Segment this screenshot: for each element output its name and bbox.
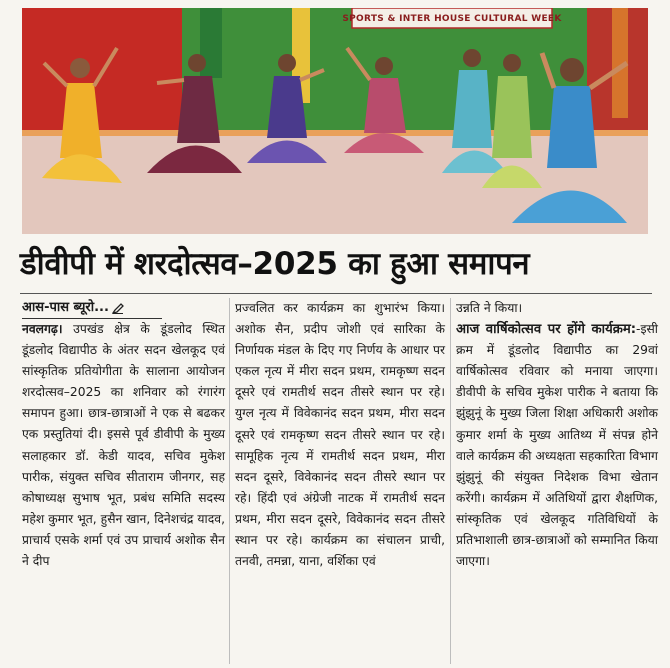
pen-icon xyxy=(112,302,124,314)
headline: डीवीपी में शरदोत्सव–2025 का हुआ समापन xyxy=(20,246,530,282)
column-3-intro: उन्नति ने किया। xyxy=(456,301,523,315)
article-column-3 xyxy=(456,298,658,572)
article-paragraph xyxy=(22,319,225,572)
column-divider xyxy=(450,298,451,664)
article-column-2 xyxy=(235,298,445,572)
dance-performance-image xyxy=(22,8,648,234)
byline xyxy=(22,298,162,319)
column-divider xyxy=(229,298,230,664)
article-column-1 xyxy=(22,298,225,572)
column-1-text: उपखंड क्षेत्र के डूंडलोद स्थित डूंडलोद विद्यापीठ के अंतर सदन खेलकूद एवं सांस्कृतिक प्रतियोगीता के सालाना आयोजन शरदोत्सव–2025 का शनिवार को रंगारंग समापन हुआ। छात्र-छात्राओं ने एक से बढकर एक प्रस्तुतियां दी। इससे पूर्व डीवीपी के मुख्य सलाहकार डॉ. केडी यादव, सचिव मुकेश पारीक, संयुक्त सचिव सीताराम जीनगर, सह कोषाध्यक्ष सुभाष भूत, प्रबंध समिति सदस्य महेश कुमार भूत, हुसैन खान, दिनेशचंद्र यादव, प्राचार्य एसके शर्मा एवं उप प्राचार्य अशोक सैन ने दीप xyxy=(22,322,225,569)
dateline: नवलगढ़। xyxy=(22,322,63,336)
article-paragraph xyxy=(456,319,658,572)
byline-text: आस-पास ब्यूरो... xyxy=(22,300,109,316)
column-2-text: प्रज्वलित कर कार्यक्रम का शुभारंभ किया। अशोक सैन, प्रदीप जोशी एवं सारिका के निर्णायक मंडल के दिए गए निर्णय के आधार पर एकल नृत्य में मीरा सदन प्रथम, रामकृष्ण सदन दूसरे एवं रामतीर्थ सदन तीसरे स्थान पर रहे। युग्ल नृत्य में विवेकानंद सदन प्रथम, मीरा सदन दूसरे एवं रामकृष्ण सदन तीसरे स्थान पर रहे। सामूहिक नृत्य में रामतीर्थ सदन प्रथम, मीरा सदन दूसरे, विवेकानंद सदन तीसरे स्थान पर रहे। हिंदी एवं अंग्रेजी नाटक में रामतीर्थ सदन प्रथम, मीरा सदन दूसरे, विवेकानंद सदन तीसरे स्थान पर रहे। कार्यक्रम का संचालन प्राची, तनवी, तमन्ना, याना, वर्शिका एवं xyxy=(235,301,445,569)
banner-text: SPORTS & INTER HOUSE CULTURAL WEEK xyxy=(342,14,562,24)
column-3-text: -इसी क्रम में डूंडलोद विद्यापीठ का 29वां वार्षिकोत्सव रविवार को मनाया जाएगा। डीवीपी के सचिव मुकेश पारीक ने बताया कि झुंझुनूं के मुख्य जिला शिक्षा अधिकारी अशोक कुमार शर्मा के मुख्य आतिथ्य में संपन्न होने वाले कार्यक्रम की अध्यक्षता सहकारिता विभाग झुंझुनूं की संयुक्त निदेशक विभा खेतान करेंगी। कार्यक्रम में अतिथियों द्वारा शैक्षणिक, सांस्कृतिक एवं खेलकूद गतिविधियों के प्रतिभाशाली छात्र-छात्राओं को सम्मानित किया जाएगा। xyxy=(456,322,658,569)
news-photo xyxy=(22,8,648,234)
headline-rule xyxy=(20,293,652,294)
subheading: आज वार्षिकोत्सव पर होंगे कार्यक्रम: xyxy=(456,322,637,338)
